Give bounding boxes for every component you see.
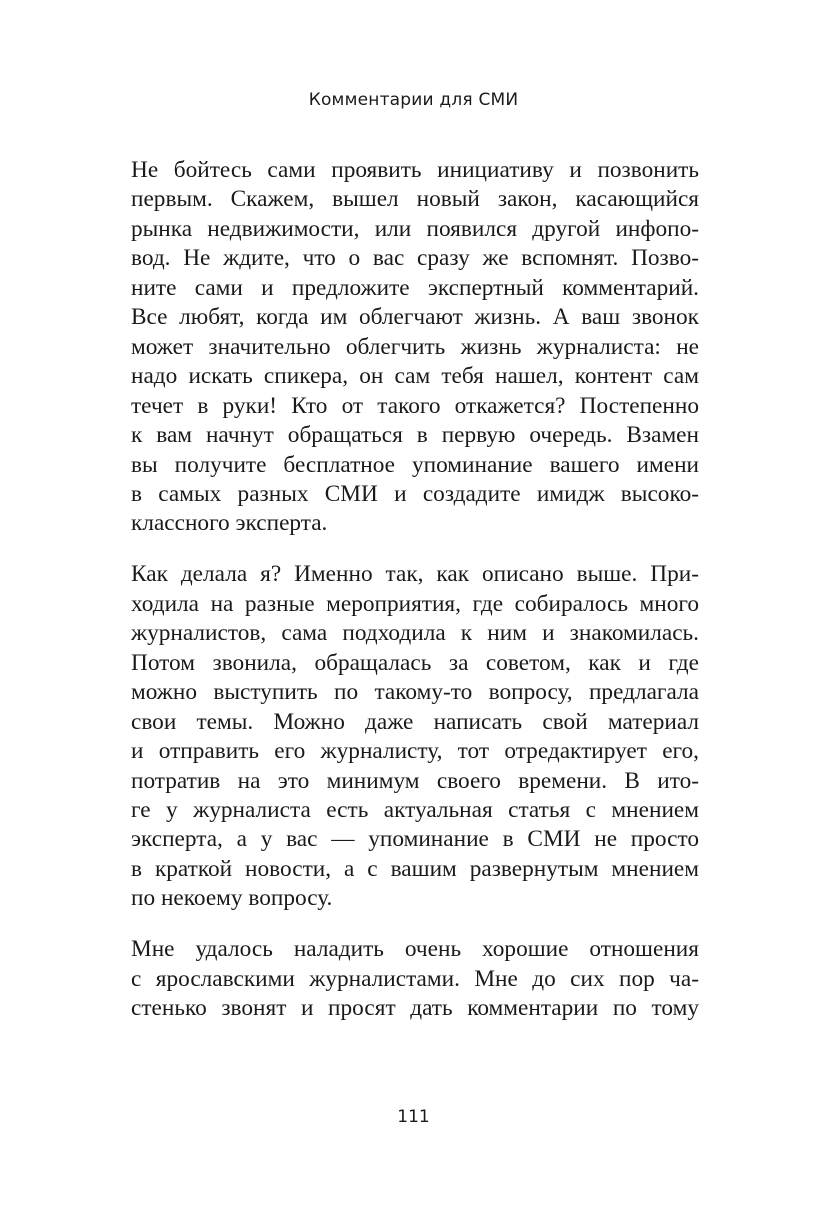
text-line: первым. Скажем, вышел новый закон, касающийся: [131, 186, 699, 213]
text-line: вы получите бесплатное упоминание вашего имени: [131, 451, 699, 478]
running-header: Комментарии для СМИ: [308, 90, 519, 110]
text-line: ходила на разные мероприятия, где собиралось много: [131, 590, 699, 617]
text-line: может значительно облегчить жизнь журналиста: не: [131, 333, 699, 360]
text-line: по некоему вопросу.: [131, 885, 333, 912]
text-line: классного эксперта.: [131, 510, 328, 537]
text-line: ге у журналиста есть актуальная статья с мнением: [131, 797, 699, 824]
text-line: Не бойтесь сами проявить инициативу и позвонить: [131, 157, 699, 183]
text-line: в самых разных СМИ и создадите имидж высоко-: [131, 480, 699, 507]
text-line: Как делала я? Именно так, как описано выше. При-: [131, 561, 699, 588]
text-line: надо искать спикера, он сам тебя нашел, контент сам: [131, 363, 699, 390]
text-line: рынка недвижимости, или появился другой инфопо-: [131, 215, 699, 242]
text-line: с ярославскими журналистами. Мне до сих пор ча-: [131, 965, 699, 992]
text-line: Мне удалось наладить очень хорошие отношения: [131, 936, 699, 963]
text-line: можно выступить по такому-то вопросу, предлагала: [131, 679, 699, 706]
text-line: потратив на это минимум своего времени. В ито-: [131, 767, 699, 794]
text-line: и отправить его журналисту, тот отредактирует его,: [131, 738, 699, 765]
text-line: к вам начнут обращаться в первую очередь. Взамен: [131, 422, 699, 449]
paragraph-spacer: [131, 539, 699, 561]
text-line: эксперта, а у вас — упоминание в СМИ не просто: [131, 826, 699, 853]
text-line: вод. Не ждите, что о вас сразу же вспомнят. Позво-: [131, 245, 699, 272]
text-line: журналистов, сама подходила к ним и знакомилась.: [131, 620, 699, 647]
text-line: течет в руки! Кто от такого откажется? Постепенно: [131, 392, 699, 419]
paragraph-3: [131, 935, 699, 1023]
paragraph-spacer: [131, 914, 699, 936]
text-line: Все любят, когда им облегчают жизнь. А ваш звонок: [131, 304, 699, 331]
text-line: свои темы. Можно даже написать свой материал: [131, 708, 699, 735]
paragraph-2: [131, 560, 699, 913]
text-line: в краткой новости, а с вашим развернутым мнением: [131, 855, 699, 882]
text-line: ните сами и предложите экспертный комментарий.: [131, 274, 699, 301]
body-text: [131, 156, 699, 1024]
page-number: 111: [397, 1107, 430, 1127]
text-line: Потом звонила, обращалась за советом, как и где: [131, 649, 699, 676]
text-line: стенько звонят и просят дать комментарии по тому: [131, 995, 699, 1022]
paragraph-1: [131, 156, 699, 539]
